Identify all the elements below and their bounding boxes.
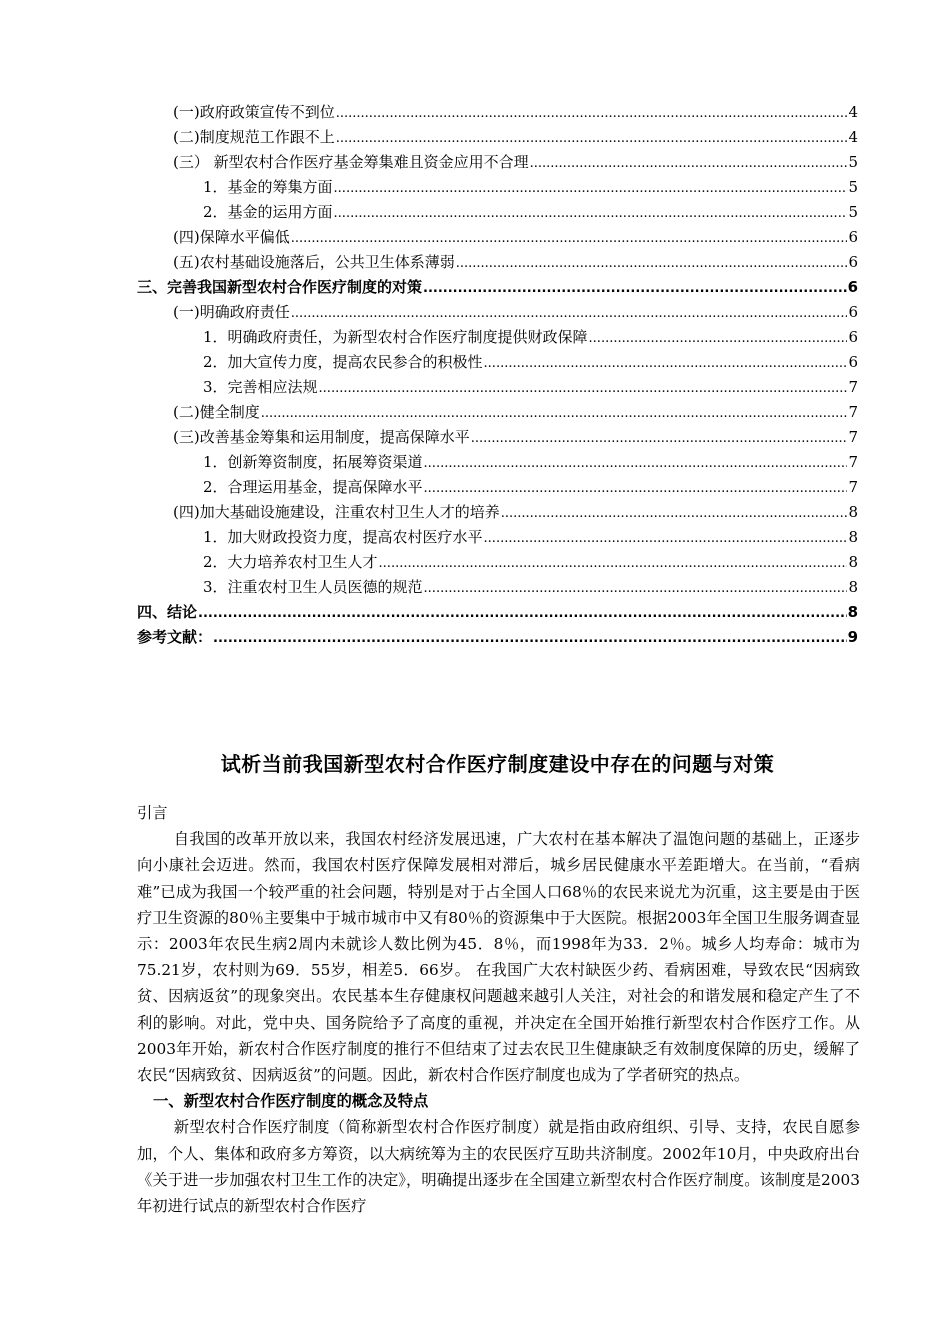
toc-entry-text: 2．合理运用基金，提高保障水平	[203, 478, 423, 496]
toc-entry-text: 参考文献：	[137, 628, 213, 646]
toc-entry-text: (三)改善基金筹集和运用制度，提高保障水平	[173, 428, 470, 446]
toc-page-number: 5	[848, 203, 858, 221]
toc-page-number: 6	[848, 253, 858, 271]
toc-page-number: 7	[848, 478, 858, 496]
toc-entry-text: 1．明确政府责任，为新型农村合作医疗制度提供财政保障	[203, 328, 588, 346]
toc-entry[interactable]	[137, 525, 858, 550]
toc-leader-dots	[336, 125, 848, 151]
toc-leader-dots	[589, 325, 848, 351]
toc-leader-dots	[291, 300, 848, 326]
toc-entry[interactable]	[137, 375, 858, 400]
toc-entry[interactable]	[137, 100, 858, 125]
toc-page-number: 7	[848, 403, 858, 421]
toc-entry[interactable]	[137, 575, 858, 600]
toc-leader-dots	[471, 425, 848, 451]
toc-entry-text: 2．大力培养农村卫生人才	[203, 553, 378, 571]
toc-page-number: 6	[847, 278, 858, 296]
toc-entry-text: 1．创新筹资制度，拓展筹资渠道	[203, 453, 423, 471]
toc-leader-dots	[423, 275, 847, 301]
document-body	[137, 800, 860, 1219]
toc-entry[interactable]	[137, 600, 858, 625]
toc-entry[interactable]	[137, 475, 858, 500]
toc-leader-dots	[334, 200, 848, 226]
toc-entry-text: (五)农村基础设施落后，公共卫生体系薄弱	[173, 253, 455, 271]
toc-leader-dots	[261, 400, 848, 426]
toc-leader-dots	[424, 450, 848, 476]
toc-entry-text: (二)健全制度	[173, 403, 260, 421]
toc-page-number: 7	[848, 428, 858, 446]
intro-paragraph: 自我国的改革开放以来，我国农村经济发展迅速，广大农村在基本解决了温饱问题的基础上，正逐步向小康社会迈进。然而，我国农村医疗保障发展相对滞后，城乡居民健康水平差距增大。在当前，“看病难”已成为我国一个较严重的社会问题，特别是对于占全国人口68％的农民来说尤为沉重，这主要是由于医疗卫生资源的80％主要集中于城市城市中又有80％的资源集中于大医院。根据2003年全国卫生服务调查显示：2003年农民生病2周内未就诊人数比例为45．8％，而1998年为33．2％。城乡人均寿命：城市为75.21岁，农村则为69．55岁，相差5．66岁。 在我国广大农村缺医少药、看病困难，导致农民“因病致贫、因病返贫”的现象突出。农民基本生存健康权问题越来越引人关注，对社会的和谐发展和稳定产生了不利的影响。对此，党中央、国务院给予了高度的重视，并决定在全国开始推行新型农村合作医疗工作。从2003年开始，新农村合作医疗制度的推行不但结束了过去农民卫生健康缺乏有效制度保障的历史，缓解了农民“因病致贫、因病返贫”的问题。因此，新农村合作医疗制度也成为了学者研究的热点。	[137, 830, 860, 1085]
intro-label: 引言	[137, 804, 168, 822]
toc-page-number: 7	[848, 453, 858, 471]
toc-entry[interactable]	[137, 625, 858, 650]
toc-entry-text: 1．加大财政投资力度，提高农村医疗水平	[203, 528, 483, 546]
toc-page-number: 4	[848, 103, 858, 121]
toc-page-number: 6	[848, 303, 858, 321]
toc-leader-dots	[484, 525, 848, 551]
toc-leader-dots	[213, 625, 847, 651]
toc-entry-text: 2．基金的运用方面	[203, 203, 333, 221]
table-of-contents	[137, 100, 858, 650]
toc-entry[interactable]	[137, 500, 858, 525]
toc-page-number: 8	[847, 603, 858, 621]
section-heading: 一、新型农村合作医疗制度的概念及特点	[153, 1092, 429, 1111]
toc-page-number: 5	[848, 153, 858, 171]
toc-page-number: 6	[848, 353, 858, 371]
toc-leader-dots	[334, 175, 848, 201]
toc-entry[interactable]	[137, 550, 858, 575]
toc-entry[interactable]	[137, 225, 858, 250]
toc-entry[interactable]	[137, 250, 858, 275]
toc-entry-text: 3．注重农村卫生人员医德的规范	[203, 578, 423, 596]
toc-entry[interactable]	[137, 325, 858, 350]
toc-entry-text: (一)政府政策宣传不到位	[173, 103, 335, 121]
toc-leader-dots	[530, 150, 848, 176]
toc-page-number: 4	[848, 128, 858, 146]
toc-entry-text: (三） 新型农村合作医疗基金筹集难且资金应用不合理	[173, 153, 529, 171]
toc-entry-text: 3．完善相应法规	[203, 378, 318, 396]
toc-page-number: 8	[848, 578, 858, 596]
toc-page-number: 9	[847, 628, 858, 646]
toc-leader-dots	[456, 250, 848, 276]
toc-entry[interactable]	[137, 400, 858, 425]
toc-page-number: 6	[848, 228, 858, 246]
toc-entry[interactable]	[137, 350, 858, 375]
toc-page-number: 8	[848, 528, 858, 546]
toc-page-number: 6	[848, 328, 858, 346]
toc-entry[interactable]	[137, 125, 858, 150]
toc-entry-text: (四)保障水平偏低	[173, 228, 290, 246]
toc-entry-text: (四)加大基础设施建设，注重农村卫生人才的培养	[173, 503, 500, 521]
toc-entry-text: 1．基金的筹集方面	[203, 178, 333, 196]
toc-entry-text: (二)制度规范工作跟不上	[173, 128, 335, 146]
toc-leader-dots	[379, 550, 848, 576]
toc-page-number: 8	[848, 503, 858, 521]
toc-leader-dots	[424, 475, 848, 501]
toc-page-number: 7	[848, 378, 858, 396]
toc-entry-text: 2．加大宣传力度，提高农民参合的积极性	[203, 353, 483, 371]
toc-leader-dots	[424, 575, 848, 601]
toc-entry-text: 三、完善我国新型农村合作医疗制度的对策	[137, 278, 423, 296]
section-paragraph: 新型农村合作医疗制度（简称新型农村合作医疗制度）就是指由政府组织、引导、支持，农民自愿参加，个人、集体和政府多方筹资，以大病统筹为主的农民医疗互助共济制度。2002年10月，中央政府出台《关于进一步加强农村卫生工作的决定》，明确提出逐步在全国建立新型农村合作医疗制度。该制度是2003年初进行试点的新型农村合作医疗	[137, 1118, 860, 1216]
toc-page-number: 8	[848, 553, 858, 571]
toc-entry[interactable]	[137, 450, 858, 475]
toc-entry[interactable]	[137, 300, 858, 325]
toc-entry[interactable]	[137, 425, 858, 450]
toc-entry[interactable]	[137, 275, 858, 300]
toc-leader-dots	[336, 100, 848, 126]
toc-leader-dots	[291, 225, 848, 251]
toc-page-number: 5	[848, 178, 858, 196]
toc-entry-text: (一)明确政府责任	[173, 303, 290, 321]
toc-entry[interactable]	[137, 175, 858, 200]
toc-leader-dots	[501, 500, 848, 526]
toc-leader-dots	[198, 600, 847, 626]
toc-entry-text: 四、结论	[137, 603, 198, 621]
toc-entry[interactable]	[137, 150, 858, 175]
document-title: 试析当前我国新型农村合作医疗制度建设中存在的问题与对策	[220, 752, 775, 776]
toc-entry[interactable]	[137, 200, 858, 225]
toc-leader-dots	[484, 350, 848, 376]
toc-leader-dots	[319, 375, 848, 401]
